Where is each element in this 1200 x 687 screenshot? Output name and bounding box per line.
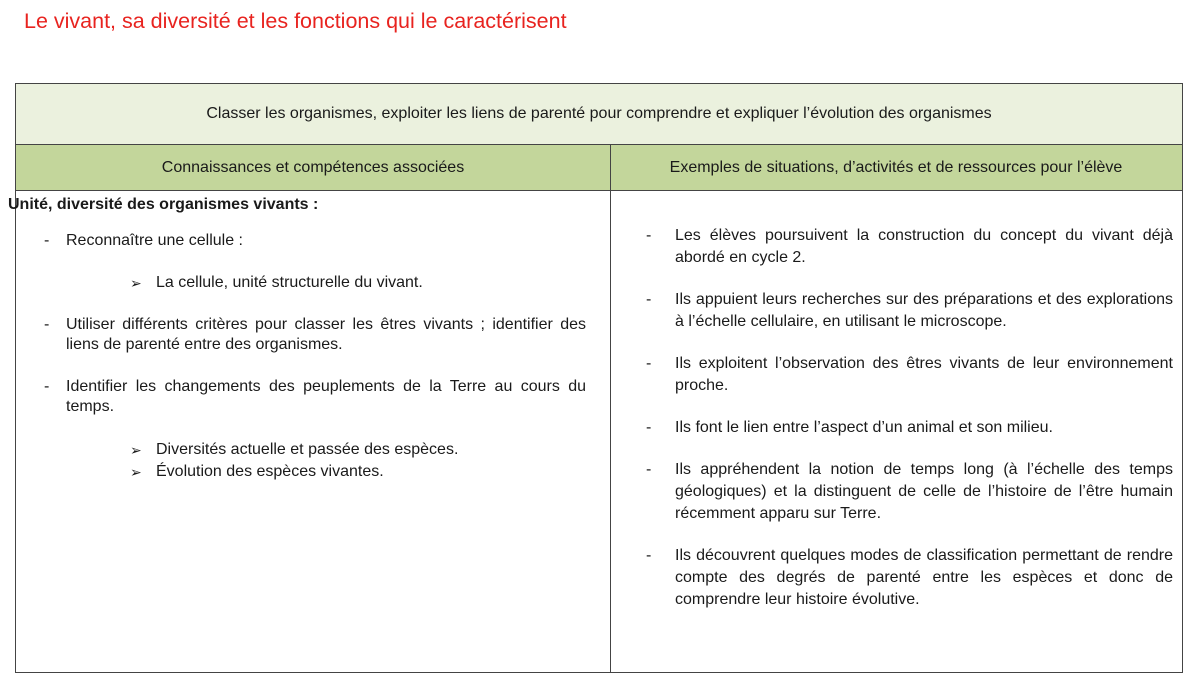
column-divider xyxy=(610,145,611,672)
arrow-bullet-icon: ➢ xyxy=(130,442,142,458)
table-column-headers xyxy=(16,145,1182,191)
arrow-bullet-icon: ➢ xyxy=(130,275,142,291)
sub-list-item-text: Diversités actuelle et passée des espèces. xyxy=(156,441,459,458)
examples-cell xyxy=(628,225,1173,631)
list-item: - Utiliser différents critères pour classer les êtres vivants ; identifier des liens de parenté entre des organismes. xyxy=(8,315,586,355)
example-item: - Ils font le lien entre l’aspect d’un animal et son milieu. xyxy=(628,417,1173,439)
column-header-left: Connaissances et compétences associées xyxy=(161,158,465,176)
arrow-bullet-icon: ➢ xyxy=(130,464,142,480)
page-title: Le vivant, sa diversité et les fonctions qui le caractérisent xyxy=(24,9,567,33)
example-item: - Ils appuient leurs recherches sur des préparations et des explorations à l’échelle cellulaire, en utilisant le microscope. xyxy=(628,289,1173,333)
example-item: - Les élèves poursuivent la construction du concept du vivant déjà abordé en cycle 2. xyxy=(628,225,1173,269)
main-heading-text: Classer les organismes, exploiter les liens de parenté pour comprendre et expliquer l’évolution des organismes xyxy=(206,105,992,122)
sub-list-item-text: La cellule, unité structurelle du vivant. xyxy=(156,274,423,291)
list-item: - Reconnaître une cellule : xyxy=(8,231,586,251)
example-item: - Ils découvrent quelques modes de classification permettant de rendre compte des degrés de parenté entre les espèces et donc de comprendre leur histoire évolutive. xyxy=(628,545,1173,611)
knowledge-cell xyxy=(8,195,586,483)
column-header-right: Exemples de situations, d’activités et de ressources pour l’élève xyxy=(669,158,1123,176)
example-item: - Ils exploitent l’observation des êtres vivants de leur environnement proche. xyxy=(628,353,1173,397)
list-item: - Identifier les changements des peuplements de la Terre au cours du temps. xyxy=(8,377,586,417)
table-main-heading xyxy=(16,84,1182,145)
sub-list-item-text: Évolution des espèces vivantes. xyxy=(156,463,384,480)
sub-list-item xyxy=(8,461,586,483)
sub-list-item xyxy=(8,272,586,294)
example-item: - Ils appréhendent la notion de temps long (à l’échelle des temps géologiques) et la distinguent de celle de l’histoire de l’être humain récemment apparu sur Terre. xyxy=(628,459,1173,525)
sub-list-item xyxy=(8,439,586,461)
section-title: Unité, diversité des organismes vivants : xyxy=(8,196,319,213)
